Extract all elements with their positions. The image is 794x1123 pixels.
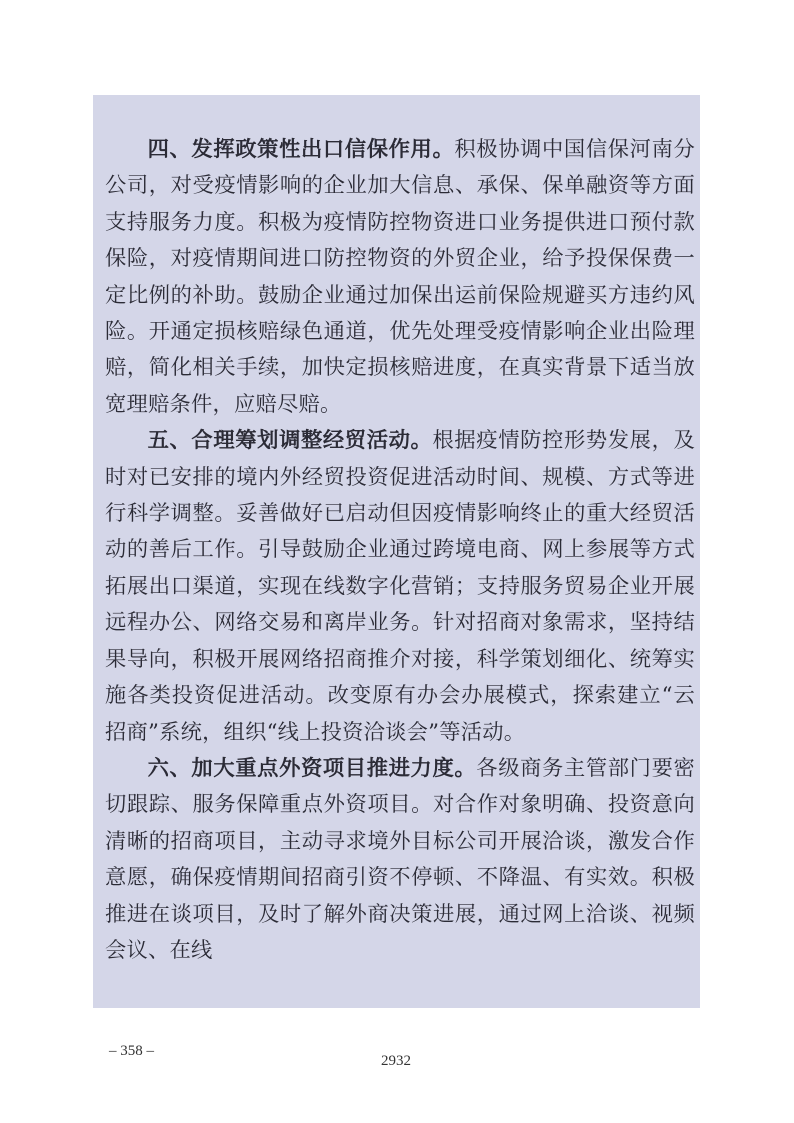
body-4: 积极协调中国信保河南分公司，对受疫情影响的企业加大信息、承保、保单融资等方面支持服务力度。积极为疫情防控物资进口业务提供进口预付款保险，对疫情期间进口防控物资的外贸企业，给予投保保费一定比例的补助。鼓励企业通过加保出运前保险规避买方违约风险。开通定损核赔绿色通道，优先处理受疫情影响企业出险理赔，简化相关手续，加快定损核赔进度，在真实背景下适当放宽理赔条件，应赔尽赔。 [105,137,695,417]
heading-5: 五、合理筹划调整经贸活动。 [147,428,433,454]
paragraph-4 [105,132,695,423]
heading-4: 四、发挥政策性出口信保作用。 [147,137,455,162]
heading-6: 六、加大重点外资项目推进力度。 [147,755,477,781]
page-number: – 358 – [109,1043,154,1059]
body-6: 各级商务主管部门要密切跟踪、服务保障重点外资项目。对合作对象明确、投资意向清晰的招商项目，主动寻求境外目标公司开展洽谈，激发合作意愿，确保疫情期间招商引资不停顿、不降温、有实效。积极推进在谈项目，及时了解外商决策进展，通过网上洽谈、视频会议、在线 [105,755,695,963]
document-body [105,132,695,969]
paragraph-6 [105,751,695,969]
stamp-number: 2932 [381,1053,411,1069]
paragraph-5 [105,423,695,751]
body-5: 根据疫情防控形势发展，及时对已安排的境内外经贸投资促进活动时间、规模、方式等进行科学调整。妥善做好已启动但因疫情影响终止的重大经贸活动的善后工作。引导鼓励企业通过跨境电商、网上参展等方式拓展出口渠道，实现在线数字化营销；支持服务贸易企业开展远程办公、网络交易和离岸业务。针对招商对象需求，坚持结果导向，积极开展网络招商推介对接，科学策划细化、统筹实施各类投资促进活动。改变原有办会办展模式，探索建立“云招商”系统，组织“线上投资洽谈会”等活动。 [105,428,696,745]
